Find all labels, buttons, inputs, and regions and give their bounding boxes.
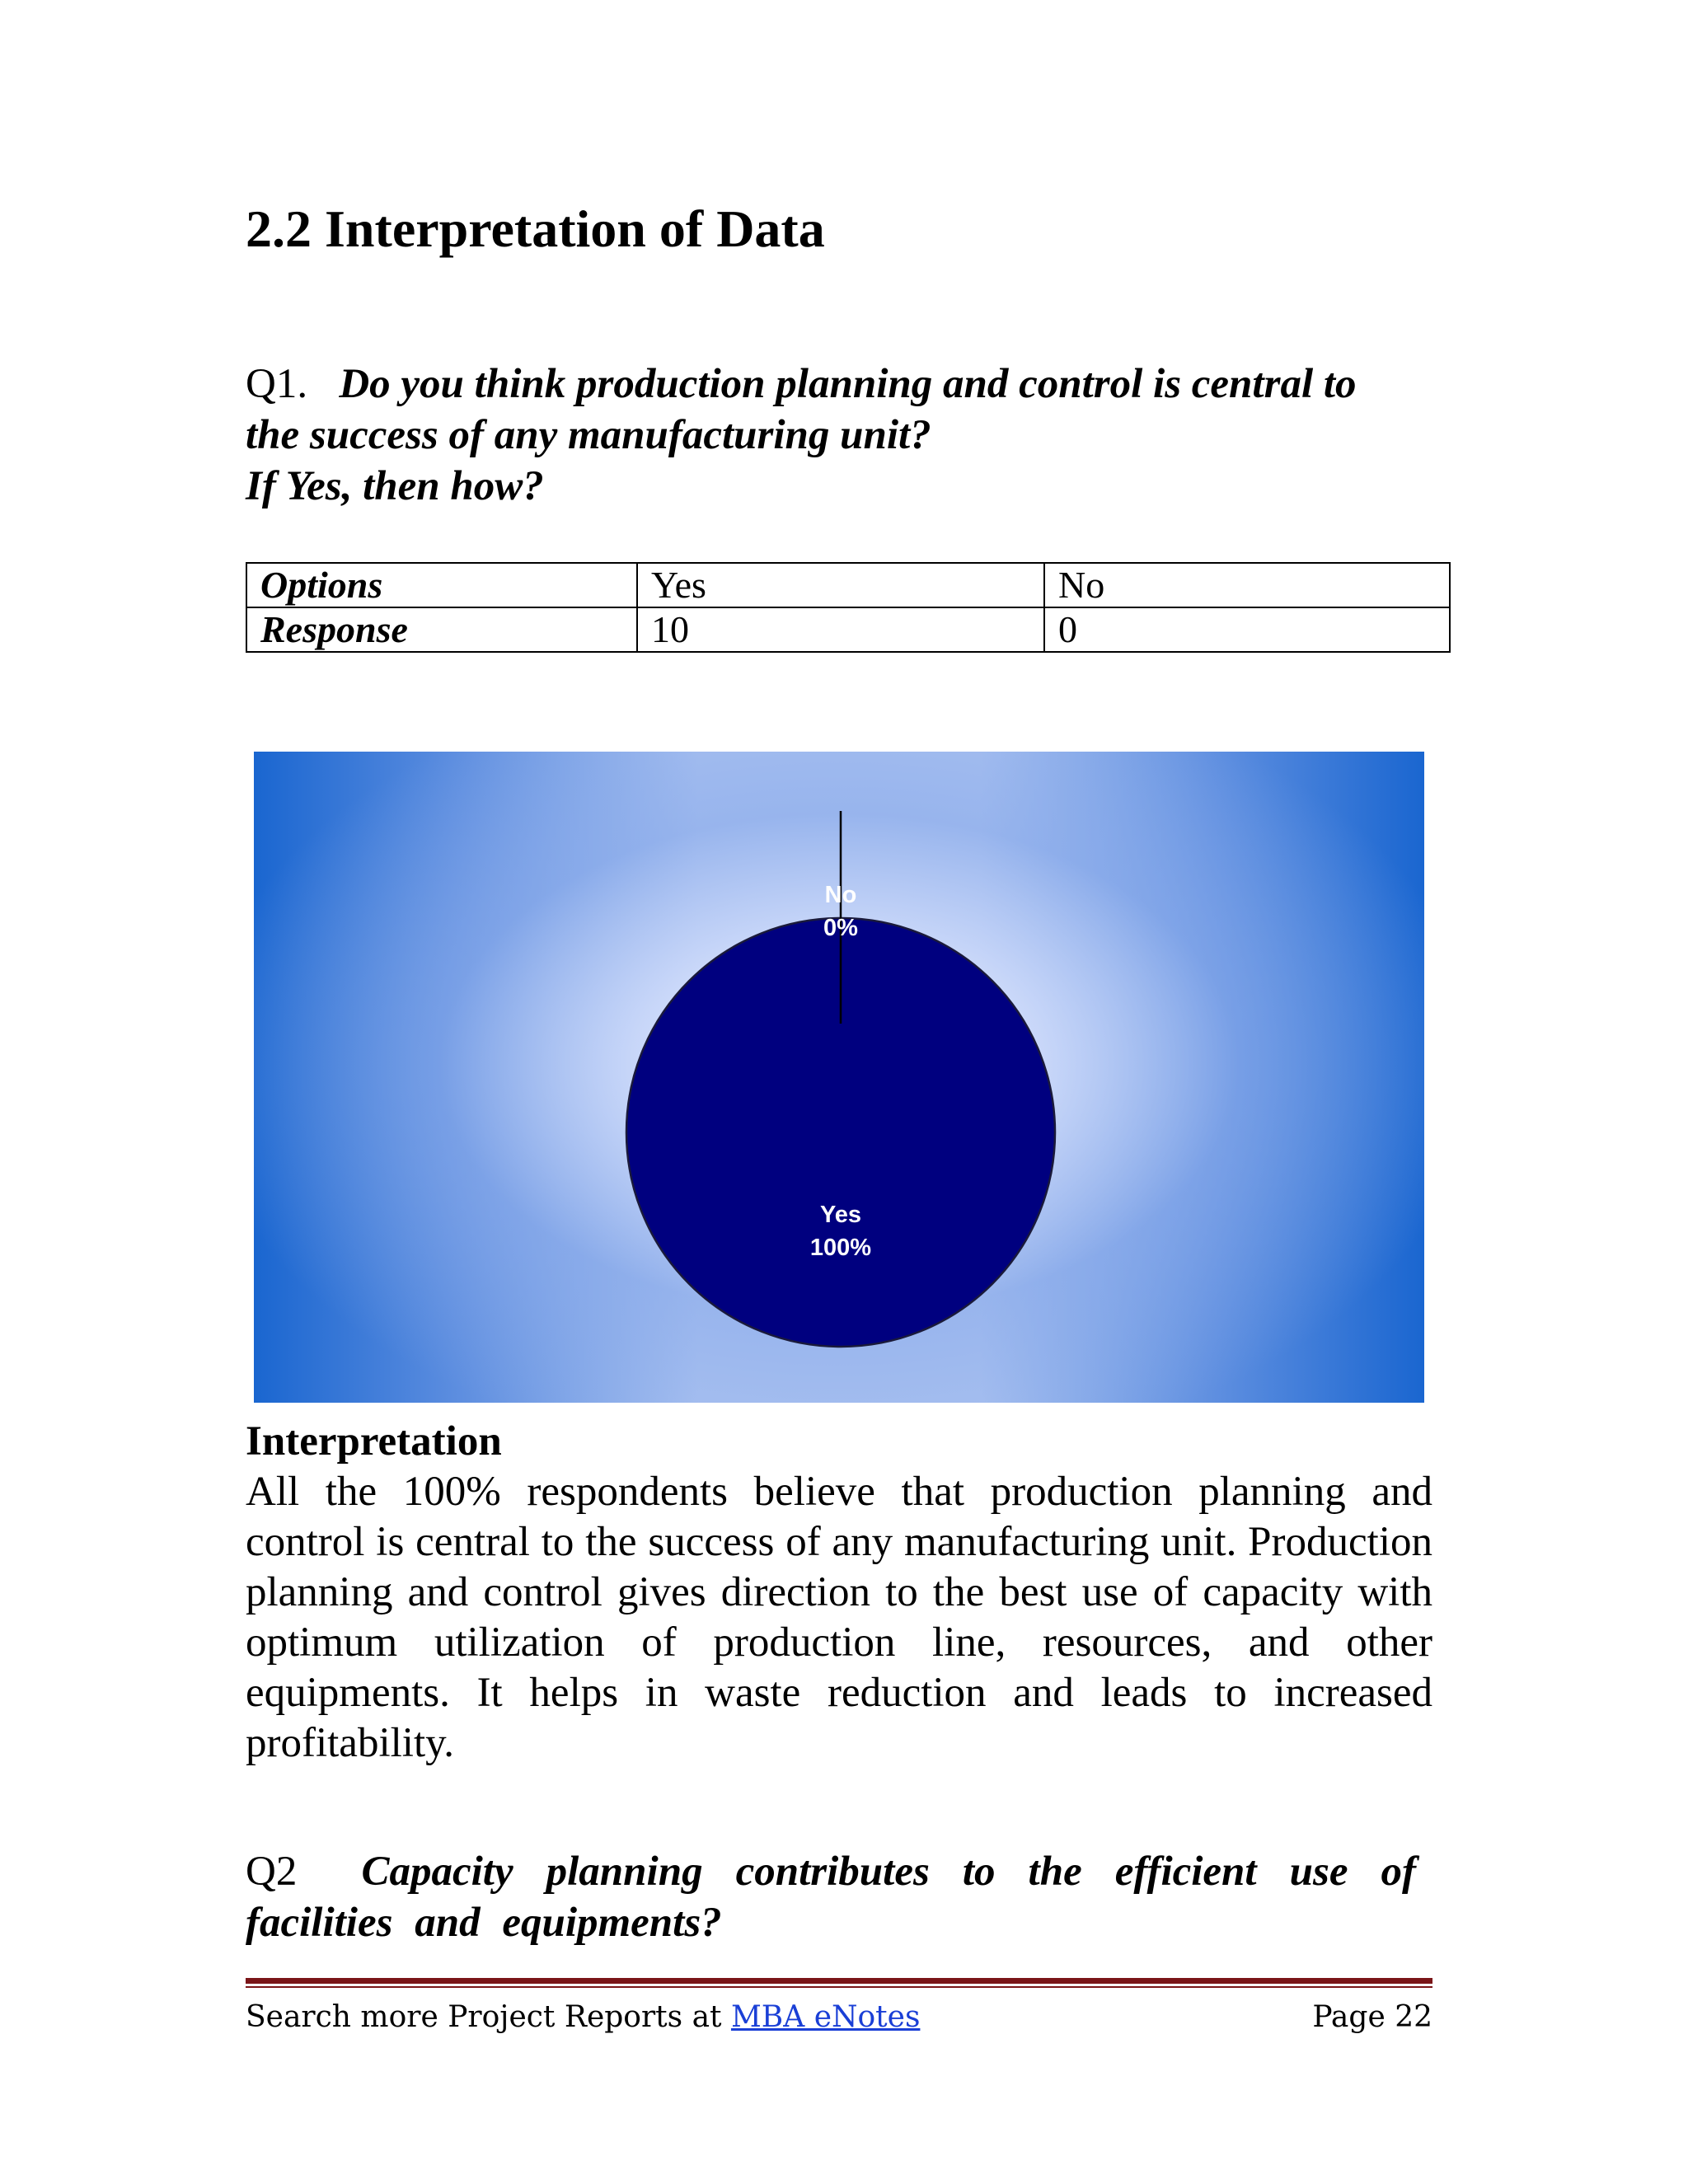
question-text: Capacity planning contributes to the efficient use of facilities and equipments?	[246, 1849, 1416, 1946]
table-cell: 10	[637, 607, 1044, 652]
table-cell: Yes	[637, 563, 1044, 607]
footer-divider	[246, 1978, 1432, 1984]
page-number: Page 22	[1312, 2000, 1432, 2034]
response-table	[246, 562, 1451, 653]
data-label-name: Yes	[820, 1202, 861, 1228]
footer-prefix: Search more Project Reports at	[246, 2000, 731, 2034]
question-1	[246, 359, 1416, 512]
table-cell: Options	[246, 563, 637, 607]
question-text: Do you think production planning and control is central to the success of any manufacturing unit?	[246, 361, 1357, 458]
section-title: 2.2 Interpretation of Data	[246, 199, 825, 258]
pie-chart	[254, 752, 1424, 1403]
question-number: Q1.	[246, 361, 308, 407]
question-number: Q2	[246, 1849, 298, 1895]
table-cell: 0	[1044, 607, 1450, 652]
data-label-value: 100%	[809, 1235, 872, 1261]
footer-link[interactable]: MBA eNotes	[730, 2000, 921, 2034]
data-label-value: 0%	[823, 915, 858, 941]
interpretation-body: All the 100% respondents believe that production planning and control is central to the success of any manufacturing unit. Production planning and control gives direction to the best use of capacity with optimum utilization of production line, resources, and other equipments. It helps in waste reduction and leads to increased profitability.	[246, 1469, 1432, 1766]
table-row	[246, 607, 1450, 652]
page-footer	[246, 1994, 1432, 2041]
pie-chart-svg	[254, 752, 1424, 1403]
footer-text	[246, 1994, 920, 2041]
data-label-name: No	[824, 882, 857, 908]
interpretation-heading: Interpretation	[246, 1418, 502, 1465]
table-row	[246, 563, 1450, 607]
footer-divider-thin	[246, 1986, 1432, 1988]
table-cell: No	[1044, 563, 1450, 607]
table-cell: Response	[246, 607, 637, 652]
question-followup: If Yes, then how?	[246, 463, 544, 509]
question-2	[246, 1846, 1416, 1948]
